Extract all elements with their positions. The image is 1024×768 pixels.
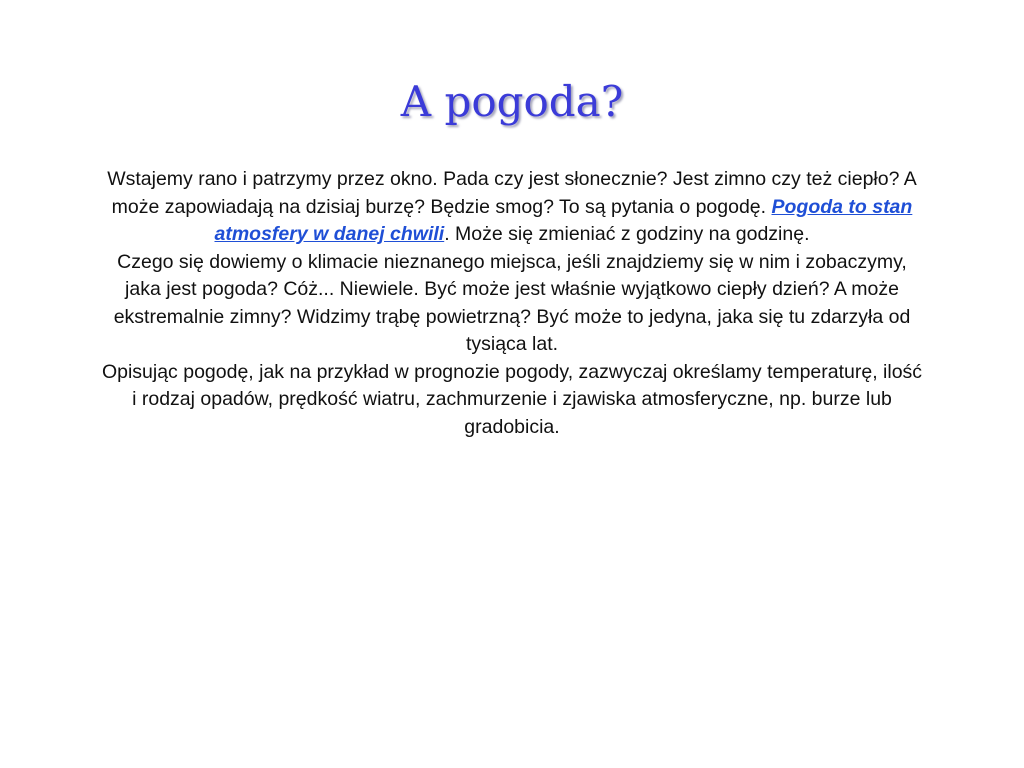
paragraph-intro-text: Wstajemy rano i patrzymy przez okno. Pada czy jest słonecznie? Jest zimno czy też ciepło? A może zapowiadają na dzisiaj burzę? Będzie smog? To są pytania o pogodę.: [107, 168, 917, 218]
slide-body: [100, 166, 924, 441]
paragraph-intro: [100, 166, 924, 249]
paragraph-intro-end: . Może się zmieniać z godziny na godzinę.: [444, 223, 810, 245]
paragraph-climate: Czego się dowiemy o klimacie nieznanego miejsca, jeśli znajdziemy się w nim i zobaczymy, jaka jest pogoda? Cóż... Niewiele. Być może jest właśnie wyjątkowo ciepły dzień? A może ekstremalnie zimny? Widzimy trąbę powietrzną? Być może to jedyna, jaka się tu zdarzyła od tysiąca lat.: [113, 250, 911, 355]
paragraph-forecast: Opisując pogodę, jak na przykład w prognozie pogody, zazwyczaj określamy temperaturę, ilość i rodzaj opadów, prędkość wiatru, zachmurzenie i zjawiska atmosferyczne, np. burze lub gradobicia.: [101, 360, 923, 438]
slide-title: A pogoda?: [400, 77, 624, 126]
weather-definition-highlight: Pogoda to stan atmosfery w danej chwili: [214, 195, 913, 245]
